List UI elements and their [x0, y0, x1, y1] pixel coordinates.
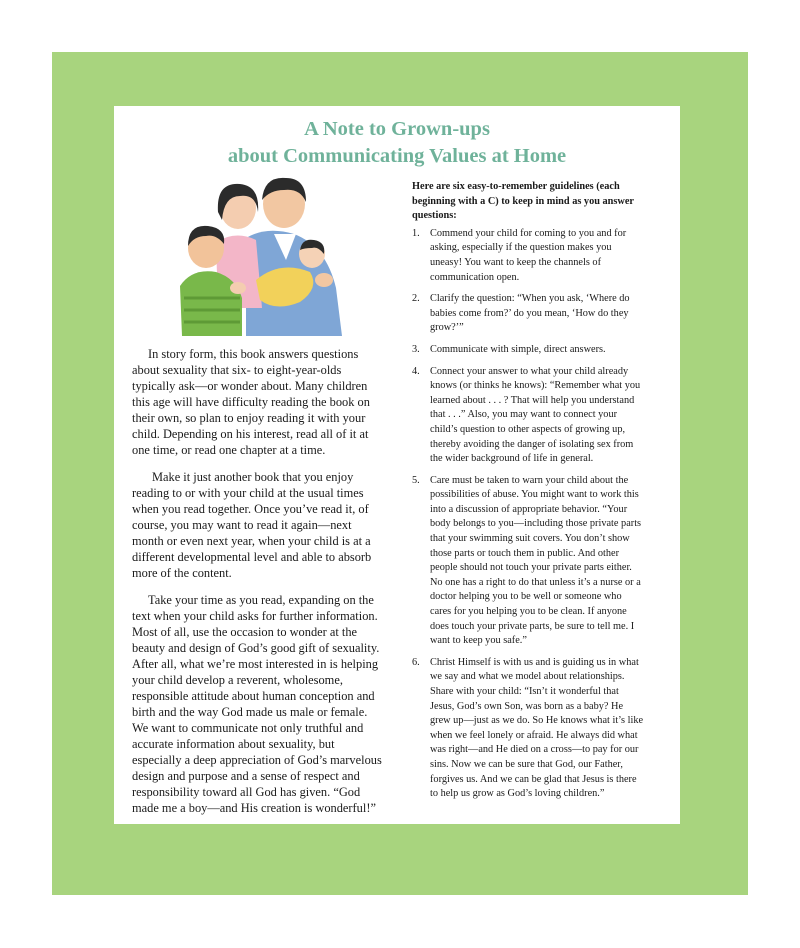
list-item — [412, 365, 644, 467]
list-item-number: 2. — [412, 293, 420, 305]
left-paragraph-1: In story form, this book answers questions about sexuality that six- to eight-year-olds typically ask—or wonder about. Many children this age will have difficulty reading the book on their own, so plan to enjoy reading it with your child. Depending on his interest, read all of it at one time, or read one chapter at a time. — [132, 347, 370, 457]
guidelines-intro: Here are six easy-to-remember guidelines (each beginning with a C) to keep in mind as you answer questions: — [412, 181, 634, 222]
list-item-text: Communicate with simple, direct answers. — [430, 343, 606, 355]
list-item-text: Connect your answer to what your child already knows (or thinks he knows): “Remember what you learned about . . . ? That will help you understand that . . .” Also, you may want to connect your child’s question to other aspects of growing up, thereby avoiding the danger of isolating sex from the wider background of life in general. — [430, 365, 641, 465]
list-item-text: Commend your child for coming to you and for asking, especially if the question makes you uneasy! You want to keep the channels of communication open. — [430, 227, 627, 283]
title-line-2: about Communicating Values at Home — [227, 145, 567, 167]
list-item-number: 5. — [412, 474, 420, 486]
left-paragraph-3: Take your time as you read, expanding on the text when your child asks for further information. Most of all, use the occasion to wonder at the beauty and design of God’s good gift of sexuality. After all, what we’re most interested in is helping your child develop a reverent, wholesome, responsible attitude about human conception and birth and the way God made us male or female. We want to communicate not only truthful and accurate information about sexuality, but especially a deep appreciation of God’s marvelous design and purpose and a sense of respect and responsibility toward all God has given. “God made me a boy—and His creation is wonderful!” — [132, 593, 382, 815]
list-item — [412, 227, 644, 285]
left-column — [132, 346, 382, 827]
list-item — [412, 292, 644, 336]
page-title — [114, 116, 680, 170]
list-item-text: Clarify the question: “When you ask, ‘Where do babies come from?’ do you mean, ‘How do they grow?’” — [430, 293, 630, 334]
list-item-text: Care must be taken to warn your child about the possibilities of abuse. You might want to work this into a discussion of appropriate behavior. “Your body belongs to you—including those private parts that your swimming suit covers. You don’t show those parts or touch them in public. And other people should not touch your private parts either. No one has a right to do that unless it’s a nurse or a doctor helping you to be well or someone who cares for you helping you to be clean. If anyone does touch your private parts, be sure to tell me. I want to keep you safe.” — [430, 474, 642, 647]
page — [114, 106, 680, 824]
list-item — [412, 656, 644, 802]
left-paragraph-2: Make it just another book that you enjoy reading to or with your child at the usual times when you read together. Once you’ve read it, of course, you may want to read it again—next month or even next year, when your child is at a different developmental level and able to absorb more of the content. — [132, 470, 372, 580]
list-item — [412, 474, 644, 649]
list-item-number: 3. — [412, 343, 420, 355]
list-item — [412, 343, 644, 358]
title-line-1: A Note to Grown-ups — [304, 118, 490, 140]
list-item-number: 4. — [412, 365, 420, 377]
right-column — [412, 180, 644, 809]
list-item-number: 6. — [412, 656, 420, 668]
family-illustration-icon — [176, 168, 354, 336]
list-item-text: Christ Himself is with us and is guiding us in what we say and what we model about relationships. Share with your child: “Isn’t it wonderful that Jesus, God’s own Son, was born as a baby? He grew up—just as we do. So He knows what it’s like when we feel lonely or afraid. He always did what was right—and He died on a cross—to pay for our sins. Now we can be sure that God, our Father, forgives us. And we can be glad that Jesus is there to help us grow as God’s loving children.” — [430, 656, 644, 800]
list-item-number: 1. — [412, 227, 420, 239]
